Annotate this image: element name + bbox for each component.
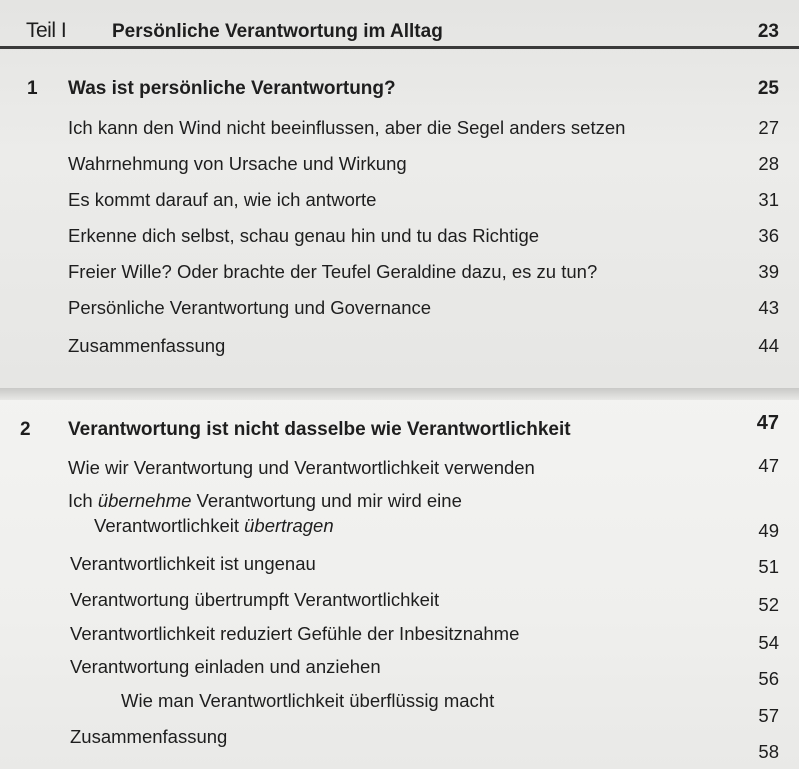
- chapter1-number: 1: [27, 78, 38, 99]
- chapter2-title: Verantwortung ist nicht dasselbe wie Verantwortlichkeit: [68, 419, 571, 440]
- emphasis: übernehme: [97, 490, 192, 511]
- toc-entry-page: 27: [758, 117, 779, 138]
- toc-entry-title-line1[interactable]: Ich übernehme Verantwortung und mir wird eine: [68, 490, 462, 511]
- part-label: Teil I: [26, 19, 67, 42]
- toc-entry-title[interactable]: Zusammenfassung: [70, 726, 228, 747]
- toc-entry-title[interactable]: Es kommt darauf an, wie ich antworte: [68, 189, 377, 210]
- part-header-rule: [0, 46, 799, 49]
- toc-entry-title[interactable]: Verantwortung einladen und anziehen: [70, 656, 381, 677]
- toc-entry-page: 54: [758, 632, 779, 653]
- toc-subentry-title[interactable]: Wie man Verantwortlichkeit überflüssig macht: [121, 690, 495, 711]
- toc-entry-title[interactable]: Freier Wille? Oder brachte der Teufel Geraldine dazu, es zu tun?: [68, 261, 598, 282]
- emphasis: übertragen: [244, 515, 334, 536]
- toc-entry-page: 44: [758, 335, 779, 356]
- toc-entry-title[interactable]: Erkenne dich selbst, schau genau hin und tu das Richtige: [68, 225, 540, 246]
- toc-entry-title[interactable]: Zusammenfassung: [68, 335, 226, 356]
- toc-entry-title[interactable]: Verantwortung übertrumpft Verantwortlichkeit: [70, 589, 440, 610]
- toc-entry-title-line2[interactable]: Verantwortlichkeit übertragen: [94, 515, 334, 536]
- toc-entry-title[interactable]: Ich kann den Wind nicht beeinflussen, aber die Segel anders setzen: [68, 117, 626, 138]
- part-page: 23: [757, 21, 779, 42]
- toc-entry-title[interactable]: Wahrnehmung von Ursache und Wirkung: [68, 153, 407, 174]
- toc-entry-page: 31: [758, 189, 779, 210]
- toc-entry-page: 39: [758, 261, 779, 282]
- toc-entry-page: 47: [758, 455, 779, 476]
- toc-entry-page: 52: [758, 594, 779, 615]
- chapter1-title: Was ist persönliche Verantwortung?: [68, 78, 396, 99]
- toc-entry-title[interactable]: Wie wir Verantwortung und Verantwortlichkeit verwenden: [68, 457, 535, 478]
- toc-entry-title[interactable]: Persönliche Verantwortung und Governance: [68, 297, 432, 318]
- toc-entry-page: 28: [758, 153, 779, 174]
- toc-entry-title[interactable]: Verantwortlichkeit reduziert Gefühle der Inbesitznahme: [70, 623, 520, 644]
- toc-entry-page: 43: [758, 297, 779, 318]
- toc-entry-page: 58: [758, 741, 779, 762]
- page-gap-shadow: [0, 388, 799, 400]
- toc-entry-page: 36: [758, 225, 779, 246]
- toc-entry-page: 51: [758, 556, 779, 577]
- chapter2-number: 2: [20, 419, 31, 440]
- toc-entry-page: 56: [758, 668, 779, 689]
- toc-entry-title[interactable]: Verantwortlichkeit ist ungenau: [70, 553, 316, 574]
- toc-entry-page: 57: [758, 705, 779, 726]
- chapter2-page: 47: [756, 412, 779, 434]
- chapter1-page: 25: [757, 78, 779, 99]
- part-title: Persönliche Verantwortung im Alltag: [112, 21, 443, 42]
- toc-entry-page: 49: [758, 520, 779, 541]
